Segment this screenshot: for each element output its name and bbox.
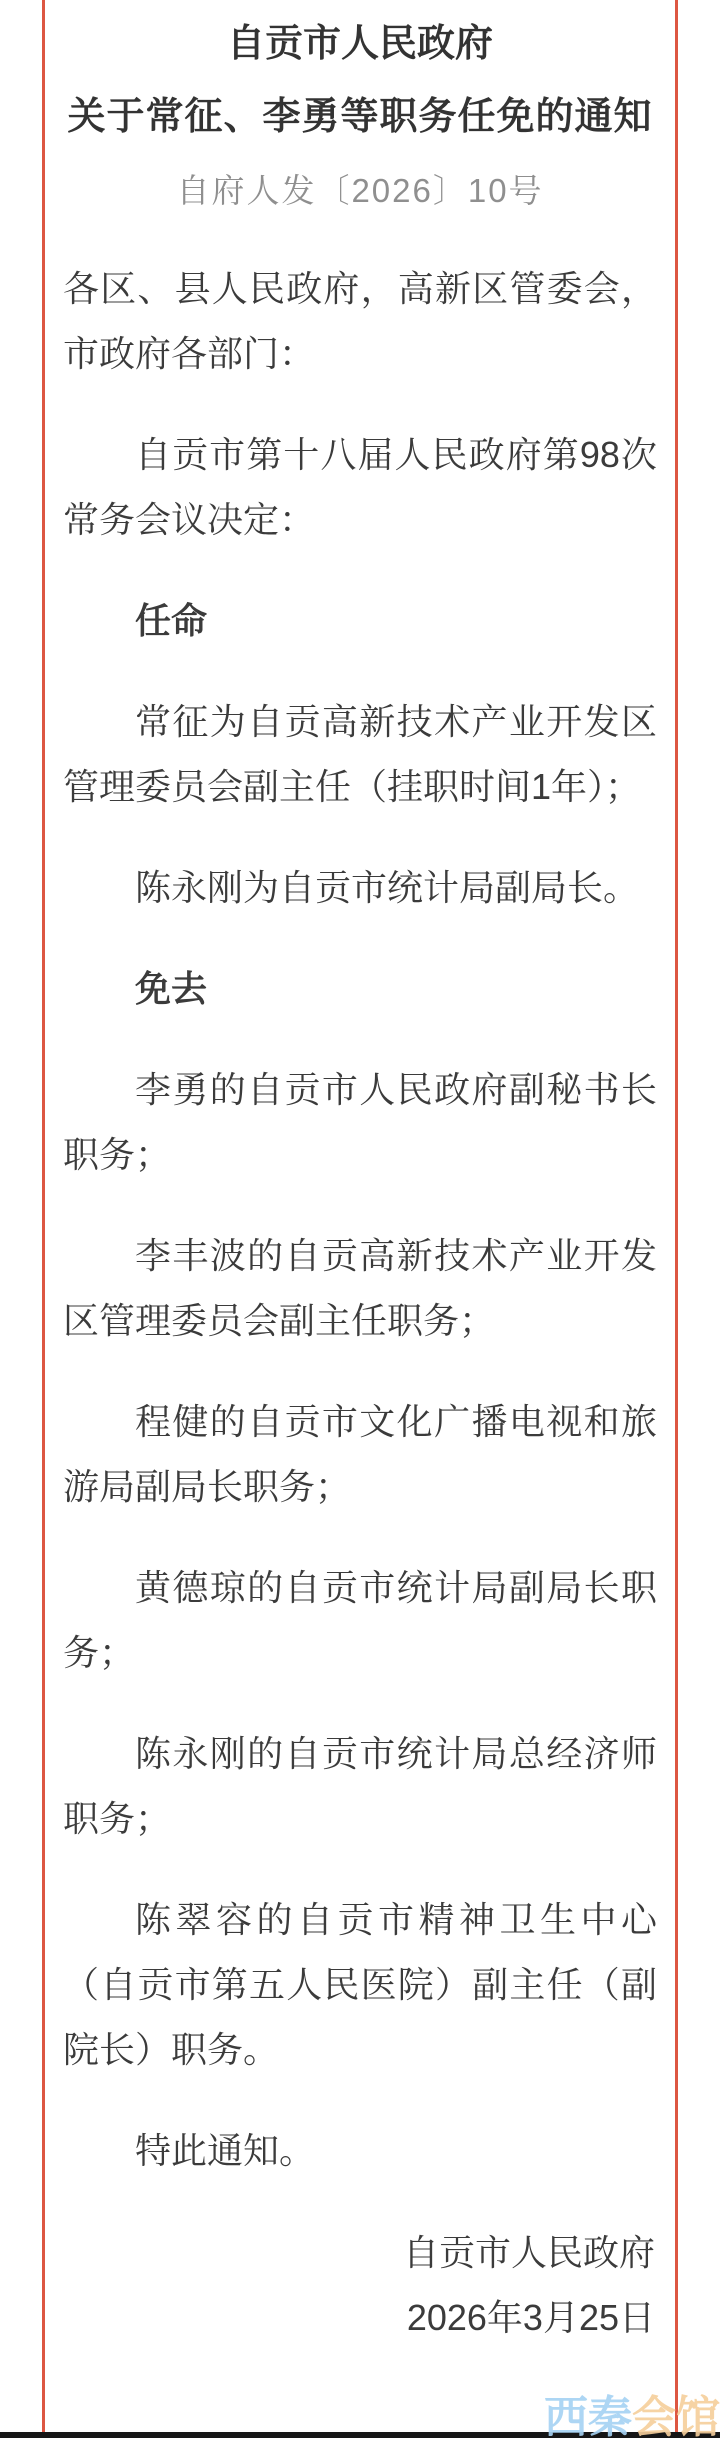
issue-date: 2026年3月25日 [406, 2297, 655, 2339]
remove-heading: 免去 [135, 968, 208, 1010]
closing-paragraph: 特此通知。 [135, 2130, 316, 2172]
appoint-heading: 任命 [135, 600, 208, 642]
watermark-text-blue: 西秦 [544, 2393, 632, 2442]
right-border-line [675, 0, 678, 2438]
notice-document [63, 0, 657, 2350]
appointment-item: 陈永刚为自贡市统计局副局长。 [135, 867, 640, 909]
site-watermark [544, 2393, 720, 2442]
intro-paragraph: 自贡市第十八届人民政府第98次常务会议决定： [63, 434, 657, 541]
watermark-text-orange: 会馆 [632, 2393, 720, 2442]
document-subtitle: 关于常征、李勇等职务任免的通知 [67, 95, 653, 138]
removal-item: 陈永刚的自贡市统计局总经济师职务； [63, 1733, 657, 1840]
document-number: 自府人发〔2026〕10号 [176, 171, 544, 209]
removal-item: 黄德琼的自贡市统计局副局长职务； [63, 1567, 657, 1674]
document-title: 自贡市人民政府 [226, 23, 493, 65]
removal-item: 李勇的自贡市人民政府副秘书长职务； [63, 1069, 657, 1176]
salutation-paragraph: 各区、县人民政府，高新区管委会，市政府各部门： [63, 268, 657, 375]
appointment-item: 常征为自贡高新技术产业开发区管理委员会副主任（挂职时间1年）； [63, 701, 657, 808]
removal-item: 陈翠容的自贡市精神卫生中心（自贡市第五人民医院）副主任（副院长）职务。 [63, 1899, 657, 2071]
issuer-signature: 自贡市人民政府 [402, 2232, 655, 2274]
removal-item: 李丰波的自贡高新技术产业开发区管理委员会副主任职务； [63, 1235, 657, 1342]
left-border-line [42, 0, 45, 2438]
removal-item: 程健的自贡市文化广播电视和旅游局副局长职务； [63, 1401, 657, 1508]
